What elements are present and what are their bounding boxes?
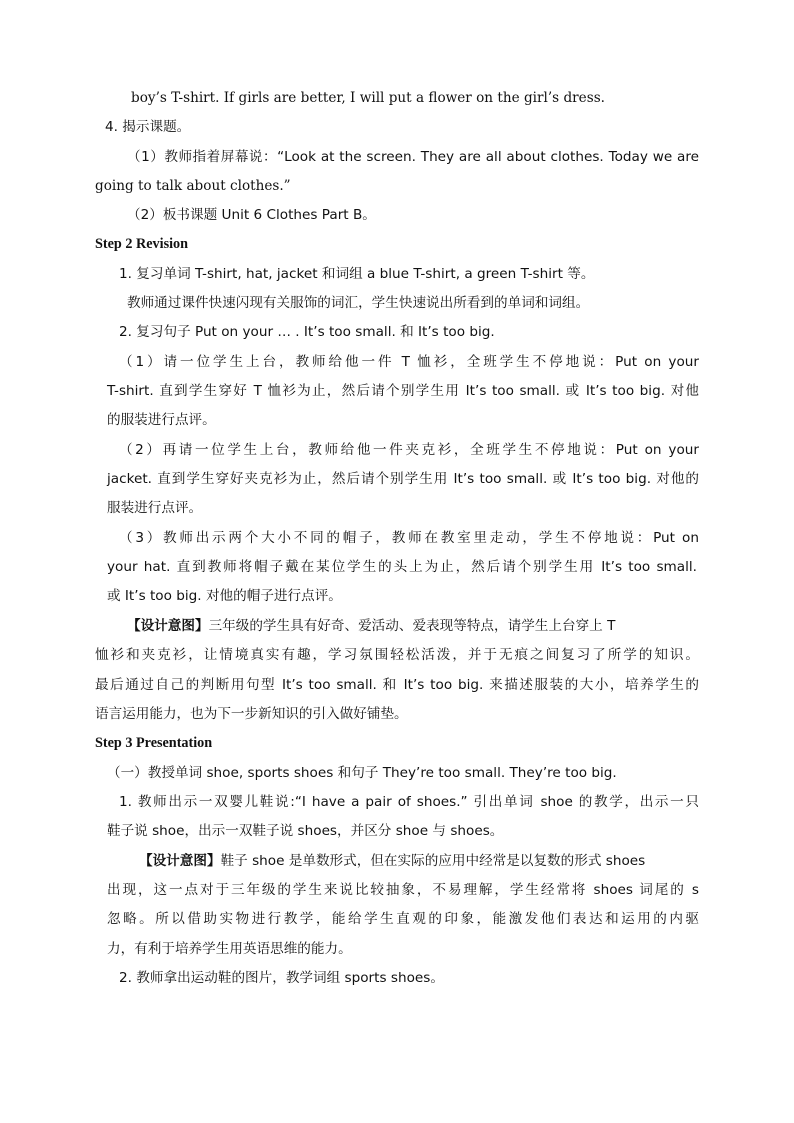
list-item: 1. 教师出示一双婴儿鞋说:“I have a pair of shoes.” 引出单词 shoe 的教学，出示一只	[119, 794, 699, 810]
text-line: （2）板书课题 Unit 6 Clothes Part B。	[127, 207, 376, 223]
text-line: 出现，这一点对于三年级的学生来说比较抽象，不易理解，学生经常将 shoes 词尾的 s	[107, 882, 699, 898]
section-heading: Step 2 Revision	[95, 236, 189, 252]
list-item-heading: 4. 揭示课题。	[105, 119, 191, 135]
text-line: （1）请一位学生上台，教师给他一件 T 恤衫，全班学生不停地说：Put on your	[119, 354, 699, 370]
design-intent-tag: 【设计意图】	[139, 853, 221, 869]
text-line: boy’s T-shirt. If girls are better, I will put a flower on the girl’s dress.	[131, 90, 606, 106]
design-intent-tag: 【设计意图】	[127, 618, 209, 634]
text-line: 的服装进行点评。	[107, 412, 216, 428]
text-line: 忽略。所以借助实物进行教学，能给学生直观的印象，能激发他们表达和运用的内驱	[107, 911, 699, 927]
design-intent-text: 鞋子 shoe 是单数形式，但在实际的应用中经常是以复数的形式 shoes	[220, 853, 646, 869]
text-line: your hat. 直到教师将帽子戴在某位学生的头上为止，然后请个别学生用 It’s too small.	[107, 559, 697, 575]
text-line: （3）教师出示两个大小不同的帽子，教师在教室里走动，学生不停地说：Put on	[119, 530, 699, 546]
text-line: 服装进行点评。	[107, 500, 203, 516]
text-line: 恤衫和夹克衫，让情境真实有趣，学习氛围轻松活泼，并于无痕之间复习了所学的知识。	[95, 647, 699, 663]
text-line: 教师通过课件快速闪现有关服饰的词汇，学生快速说出所看到的单词和词组。	[127, 295, 590, 311]
section-heading: Step 3 Presentation	[95, 735, 213, 751]
text-line: 力，有利于培养学生用英语思维的能力。	[107, 941, 352, 957]
text-line: 最后通过自己的判断用句型 It’s too small. 和 It’s too big. 来描述服装的大小，培养学生的	[95, 677, 699, 693]
text-line: jacket. 直到学生穿好夹克衫为止，然后请个别学生用 It’s too small. 或 It’s too big. 对他的	[107, 471, 699, 487]
design-intent-line	[127, 616, 615, 636]
text-line: going to talk about clothes.”	[95, 178, 291, 194]
text-line: 或 It’s too big. 对他的帽子进行点评。	[107, 588, 342, 604]
list-item: 2. 教师拿出运动鞋的图片，教学词组 sports shoes。	[119, 970, 444, 986]
list-item: 1. 复习单词 T-shirt, hat, jacket 和词组 a blue T-shirt, a green T-shirt 等。	[119, 266, 595, 282]
subsection-heading: （一）教授单词 shoe, sports shoes 和句子 They’re too small. They’re too big.	[107, 765, 617, 781]
design-intent-line	[139, 851, 645, 871]
list-item: 2. 复习句子 Put on your … . It’s too small. 和 It’s too big.	[119, 324, 495, 340]
text-line: 语言运用能力，也为下一步新知识的引入做好铺垫。	[95, 706, 408, 722]
text-line: T-shirt. 直到学生穿好 T 恤衫为止，然后请个别学生用 It’s too small. 或 It’s too big. 对他	[107, 383, 699, 399]
design-intent-text: 三年级的学生具有好奇、爱活动、爱表现等特点，请学生上台穿上 T	[208, 618, 616, 634]
text-line: （2）再请一位学生上台，教师给他一件夹克衫，全班学生不停地说：Put on your	[119, 442, 699, 458]
text-line: （1）教师指着屏幕说：“Look at the screen. They are all about clothes. Today we are	[127, 149, 699, 165]
text-line: 鞋子说 shoe，出示一双鞋子说 shoes，并区分 shoe 与 shoes。	[107, 823, 504, 839]
